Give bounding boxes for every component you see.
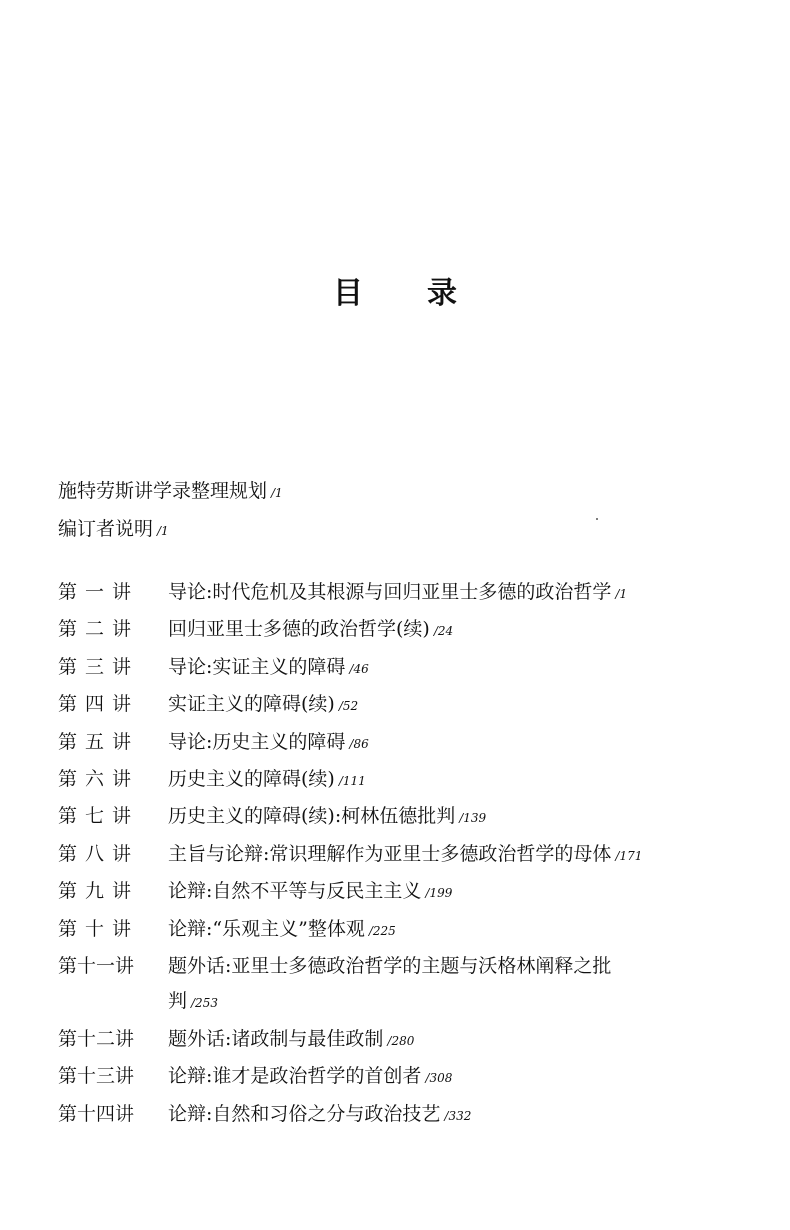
page-number: /1 xyxy=(157,524,169,538)
page-number: /225 xyxy=(368,923,396,938)
toc-entry[interactable] xyxy=(58,650,658,687)
lecture-number: 第五讲 xyxy=(58,730,140,753)
lecture-number: 第十二讲 xyxy=(58,1027,135,1050)
lecture-number: 第十讲 xyxy=(58,917,140,940)
page-number: /1 xyxy=(271,486,283,500)
page-number: /24 xyxy=(433,624,454,639)
page-number: /280 xyxy=(387,1033,415,1048)
lecture-title: 题外话:诸政制与最佳政制 xyxy=(168,1027,384,1050)
table-of-contents xyxy=(58,575,658,1134)
page-number: /171 xyxy=(615,848,643,863)
lecture-number: 第二讲 xyxy=(58,618,140,641)
title-char-lu: 录 xyxy=(427,276,457,311)
page-number: /52 xyxy=(338,699,359,714)
lecture-title: 论辩:自然不平等与反民主主义 xyxy=(168,880,422,903)
front-matter-item[interactable] xyxy=(58,510,658,548)
toc-entry[interactable] xyxy=(58,799,658,836)
title-char-mu: 目 xyxy=(333,276,363,311)
page-number: /308 xyxy=(425,1071,453,1086)
lecture-title: 导论:历史主义的障碍 xyxy=(168,730,346,753)
lecture-number: 第九讲 xyxy=(58,880,140,903)
page-number: /1 xyxy=(615,587,628,601)
toc-entry[interactable] xyxy=(58,575,658,612)
page-number: /46 xyxy=(349,661,369,676)
lecture-title: 实证主义的障碍(续) xyxy=(168,693,335,716)
front-matter-title: 编订者说明 xyxy=(58,518,154,540)
toc-entry[interactable] xyxy=(58,1022,658,1059)
lecture-number: 第七讲 xyxy=(58,805,140,828)
toc-entry[interactable] xyxy=(58,1059,658,1096)
lecture-title: 导论:实证主义的障碍 xyxy=(168,655,346,678)
front-matter-title: 施特劳斯讲学录整理规划 xyxy=(58,480,268,502)
toc-entry[interactable] xyxy=(58,687,658,724)
toc-entry[interactable] xyxy=(58,949,658,1022)
toc-entry[interactable] xyxy=(58,612,658,649)
lecture-title: 论辩:自然和习俗之分与政治技艺 xyxy=(168,1102,441,1125)
page-number: /111 xyxy=(338,774,366,789)
toc-entry[interactable] xyxy=(58,1097,658,1134)
lecture-number: 第十四讲 xyxy=(58,1102,135,1125)
page-number: /139 xyxy=(459,811,487,826)
lecture-number: 第一讲 xyxy=(58,581,140,603)
lecture-title: 历史主义的障碍(续):柯林伍德批判 xyxy=(168,805,456,828)
lecture-title: 论辩:谁才是政治哲学的首创者 xyxy=(168,1065,422,1088)
lecture-number: 第六讲 xyxy=(58,768,140,791)
toc-entry[interactable] xyxy=(58,912,658,949)
page-number: /332 xyxy=(444,1108,472,1123)
lecture-title: 主旨与论辩:常识理解作为亚里士多德政治哲学的母体 xyxy=(168,842,612,865)
lecture-title: 论辩:“乐观主义”整体观 xyxy=(168,917,365,940)
page-number: /86 xyxy=(349,736,369,751)
lecture-title: 导论:时代危机及其根源与回归亚里士多德的政治哲学 xyxy=(168,581,612,603)
page-number: /253 xyxy=(191,996,218,1011)
lecture-title: 回归亚里士多德的政治哲学(续) xyxy=(168,618,430,641)
toc-entry[interactable] xyxy=(58,837,658,874)
lecture-title: 历史主义的障碍(续) xyxy=(168,768,335,791)
page-number: /199 xyxy=(425,886,453,901)
lecture-number: 第十三讲 xyxy=(58,1065,135,1088)
lecture-number: 第四讲 xyxy=(58,693,140,716)
lecture-number: 第八讲 xyxy=(58,842,140,865)
toc-entry[interactable] xyxy=(58,762,658,799)
front-matter-list xyxy=(58,472,658,548)
lecture-number: 第十一讲 xyxy=(58,955,135,978)
toc-entry[interactable] xyxy=(58,874,658,911)
page-title xyxy=(0,268,790,312)
lecture-title: 题外话:亚里士多德政治哲学的主题与沃格林阐释之批判 xyxy=(168,955,612,1013)
front-matter-item[interactable] xyxy=(58,472,658,510)
toc-entry[interactable] xyxy=(58,725,658,762)
lecture-number: 第三讲 xyxy=(58,655,140,678)
